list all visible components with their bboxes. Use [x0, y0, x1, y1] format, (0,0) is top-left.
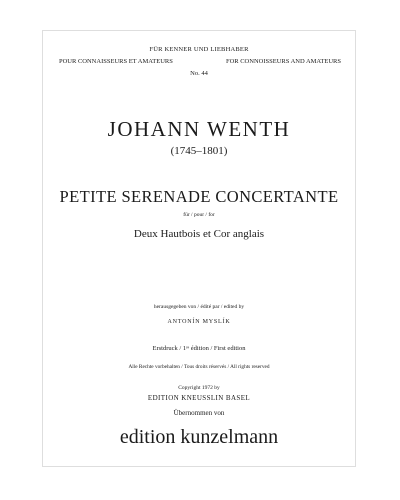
- edited-by-label: herausgegeben von / édité par / edited by: [153, 304, 245, 310]
- rights-note: Alle Rechte vorbehalten / Tous droits réservés / All rights reserved: [128, 364, 270, 370]
- title-page: [42, 30, 356, 467]
- composer-dates: (1745–1801): [170, 145, 228, 157]
- first-edition-note: Erstdruck / 1ʳᵉ édition / First edition: [152, 345, 246, 352]
- series-title-en: FOR CONNOISSEURS AND AMATEURS: [225, 58, 341, 65]
- taken-over-label: Übernommen von: [173, 409, 225, 417]
- publisher-brand: edition kunzelmann: [119, 426, 279, 448]
- copyright-line: Copyright 1972 by: [178, 385, 220, 391]
- work-title: PETITE SERENADE CONCERTANTE: [59, 187, 339, 206]
- publisher-name: EDITION KNEUSSLIN BASEL: [147, 394, 251, 402]
- series-number: No. 44: [190, 70, 208, 77]
- series-title-de: FÜR KENNER UND LIEBHABER: [149, 46, 249, 53]
- composer-name: JOHANN WENTH: [107, 117, 291, 141]
- editor-name: ANTONÍN MYSLÍK: [167, 319, 231, 325]
- series-title-fr: POUR CONNAISSEURS ET AMATEURS: [59, 58, 173, 65]
- instrumentation: Deux Hautbois et Cor anglais: [133, 228, 265, 240]
- for-label: für / pour / for: [183, 212, 215, 218]
